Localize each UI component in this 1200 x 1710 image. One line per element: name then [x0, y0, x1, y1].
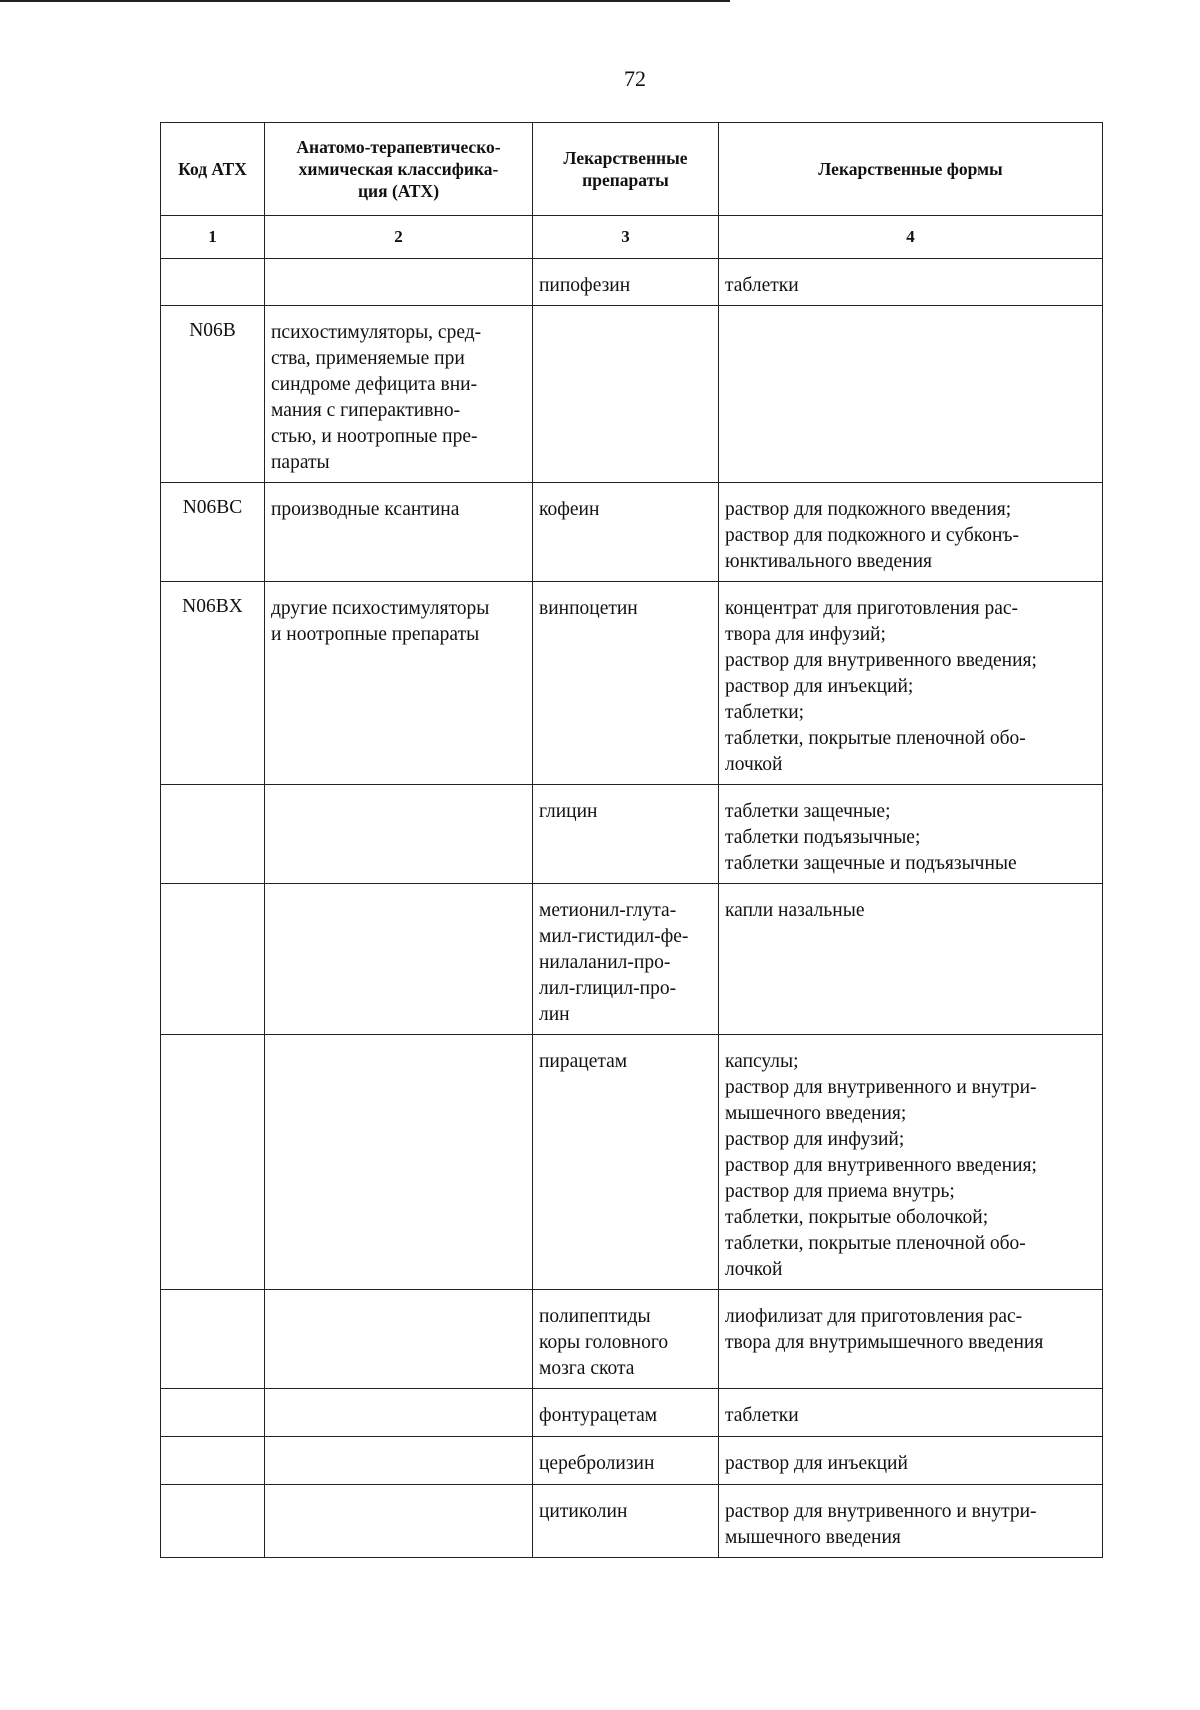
dosage-forms-text: капли назальные [725, 900, 865, 921]
dosage-forms-text: концентрат для приготовления рас- твора для инфузий; раствор для внутривенного введения; раствор для инъекций; таблетки; таблетки, покрытые пленочной обо- лочкой [725, 598, 1037, 775]
classification-cell [265, 483, 533, 582]
drug-name-text [533, 306, 718, 326]
column-number: 4 [719, 216, 1103, 259]
table-row [161, 306, 1103, 483]
atx-code-cell [161, 785, 265, 884]
header-forms: Лекарственные формы [719, 123, 1103, 216]
page-number: 72 [624, 66, 646, 91]
drug-name-cell [533, 1290, 719, 1389]
classification-cell [265, 1485, 533, 1558]
dosage-forms-text: таблетки защечные; таблетки подъязычные; таблетки защечные и подъязычные [725, 801, 1017, 874]
dosage-forms-cell [719, 1035, 1103, 1290]
header-classification: Анатомо-терапевтическо- химическая классифика- ция (АТХ) [265, 123, 533, 216]
drug-name-text: пирацетам [539, 1051, 628, 1072]
dosage-forms-text [719, 306, 1102, 326]
atx-code-cell [161, 884, 265, 1035]
dosage-forms-cell [719, 582, 1103, 785]
table-row [161, 1290, 1103, 1389]
classification-text [265, 1035, 532, 1055]
drug-name-text: цитиколин [539, 1501, 628, 1522]
dosage-forms-cell [719, 483, 1103, 582]
dosage-forms-cell [719, 306, 1103, 483]
table-row [161, 582, 1103, 785]
table-body [161, 259, 1103, 1558]
atx-code-text [161, 1389, 264, 1407]
classification-cell [265, 582, 533, 785]
classification-cell [265, 1437, 533, 1485]
atx-code-text [161, 785, 264, 803]
drug-name-cell [533, 259, 719, 306]
dosage-forms-cell [719, 1437, 1103, 1485]
table-row [161, 483, 1103, 582]
table-row [161, 884, 1103, 1035]
atx-code-text: N06BX [182, 596, 243, 617]
drug-name-text: фонтурацетам [539, 1405, 658, 1426]
atx-code-text [161, 1485, 264, 1503]
dosage-forms-text: раствор для подкожного введения; раствор для подкожного и субконъ- юнктивального введения [725, 499, 1019, 572]
drug-name-cell [533, 1389, 719, 1437]
atx-code-cell [161, 483, 265, 582]
classification-text [265, 884, 532, 904]
column-number-row [161, 216, 1103, 259]
atx-code-cell [161, 1437, 265, 1485]
top-rule [0, 0, 730, 2]
atx-code-text [161, 884, 264, 902]
classification-cell [265, 1290, 533, 1389]
atx-code-text: N06B [189, 320, 236, 341]
atx-table [160, 122, 1103, 1558]
classification-cell [265, 259, 533, 306]
atx-code-cell [161, 306, 265, 483]
drug-name-text: полипептиды коры головного мозга скота [539, 1306, 669, 1379]
classification-text [265, 1485, 532, 1505]
dosage-forms-text: раствор для инъекций [725, 1453, 908, 1474]
classification-text [265, 1290, 532, 1310]
classification-text [265, 1437, 532, 1457]
table-row [161, 785, 1103, 884]
drug-name-text: винпоцетин [539, 598, 638, 619]
column-number: 3 [533, 216, 719, 259]
drug-name-cell [533, 1485, 719, 1558]
atx-code-text [161, 1290, 264, 1308]
dosage-forms-cell [719, 785, 1103, 884]
header-code: Код АТХ [161, 123, 265, 216]
dosage-forms-text: капсулы; раствор для внутривенного и внутри- мышечного введения; раствор для инфузий; раствор для внутривенного введения; раствор для приема внутрь; таблетки, покрытые оболочкой; таблетки, покрытые пленочной обо- лочкой [725, 1051, 1037, 1280]
atx-code-cell [161, 1035, 265, 1290]
classification-cell [265, 1389, 533, 1437]
drug-name-cell [533, 1437, 719, 1485]
table-row [161, 1485, 1103, 1558]
dosage-forms-text: таблетки [725, 275, 799, 296]
dosage-forms-cell [719, 884, 1103, 1035]
drug-name-text: церебролизин [539, 1453, 655, 1474]
classification-cell [265, 306, 533, 483]
classification-text: другие психостимуляторы и ноотропные препараты [271, 598, 490, 645]
atx-code-text [161, 1437, 264, 1455]
atx-code-cell [161, 259, 265, 306]
drug-name-text: кофеин [539, 499, 600, 520]
column-number: 1 [161, 216, 265, 259]
classification-cell [265, 884, 533, 1035]
drug-name-text: пипофезин [539, 275, 631, 296]
atx-code-text [161, 259, 264, 277]
atx-code-cell [161, 1485, 265, 1558]
drug-name-text: глицин [539, 801, 598, 822]
drug-name-text: метионил-глута- мил-гистидил-фе- нилаланил-про- лил-глицил-про- лин [539, 900, 689, 1025]
dosage-forms-cell [719, 1290, 1103, 1389]
table-row [161, 1389, 1103, 1437]
drug-name-cell [533, 483, 719, 582]
table-row [161, 259, 1103, 306]
table-row [161, 1035, 1103, 1290]
classification-text [265, 785, 532, 805]
column-number: 2 [265, 216, 533, 259]
table-header [161, 123, 1103, 259]
classification-text: психостимуляторы, сред- ства, применяемые при синдроме дефицита вни- мания с гиперактивно- стью, и ноотропные пре- параты [271, 322, 482, 473]
drug-name-cell [533, 1035, 719, 1290]
dosage-forms-cell [719, 1485, 1103, 1558]
atx-code-cell [161, 1290, 265, 1389]
atx-code-text: N06BC [182, 497, 243, 518]
drug-name-cell [533, 582, 719, 785]
header-row [161, 123, 1103, 216]
atx-code-text [161, 1035, 264, 1053]
atx-code-cell [161, 1389, 265, 1437]
drug-name-cell [533, 785, 719, 884]
drug-name-cell [533, 306, 719, 483]
atx-code-cell [161, 582, 265, 785]
dosage-forms-cell [719, 259, 1103, 306]
header-drugs: Лекарственные препараты [533, 123, 719, 216]
classification-text [265, 1389, 532, 1409]
classification-text [265, 259, 532, 279]
classification-cell [265, 1035, 533, 1290]
dosage-forms-text: лиофилизат для приготовления рас- твора для внутримышечного введения [725, 1306, 1044, 1353]
dosage-forms-cell [719, 1389, 1103, 1437]
classification-cell [265, 785, 533, 884]
classification-text: производные ксантина [271, 499, 460, 520]
dosage-forms-text: таблетки [725, 1405, 799, 1426]
dosage-forms-text: раствор для внутривенного и внутри- мышечного введения [725, 1501, 1037, 1548]
table-row [161, 1437, 1103, 1485]
drug-name-cell [533, 884, 719, 1035]
